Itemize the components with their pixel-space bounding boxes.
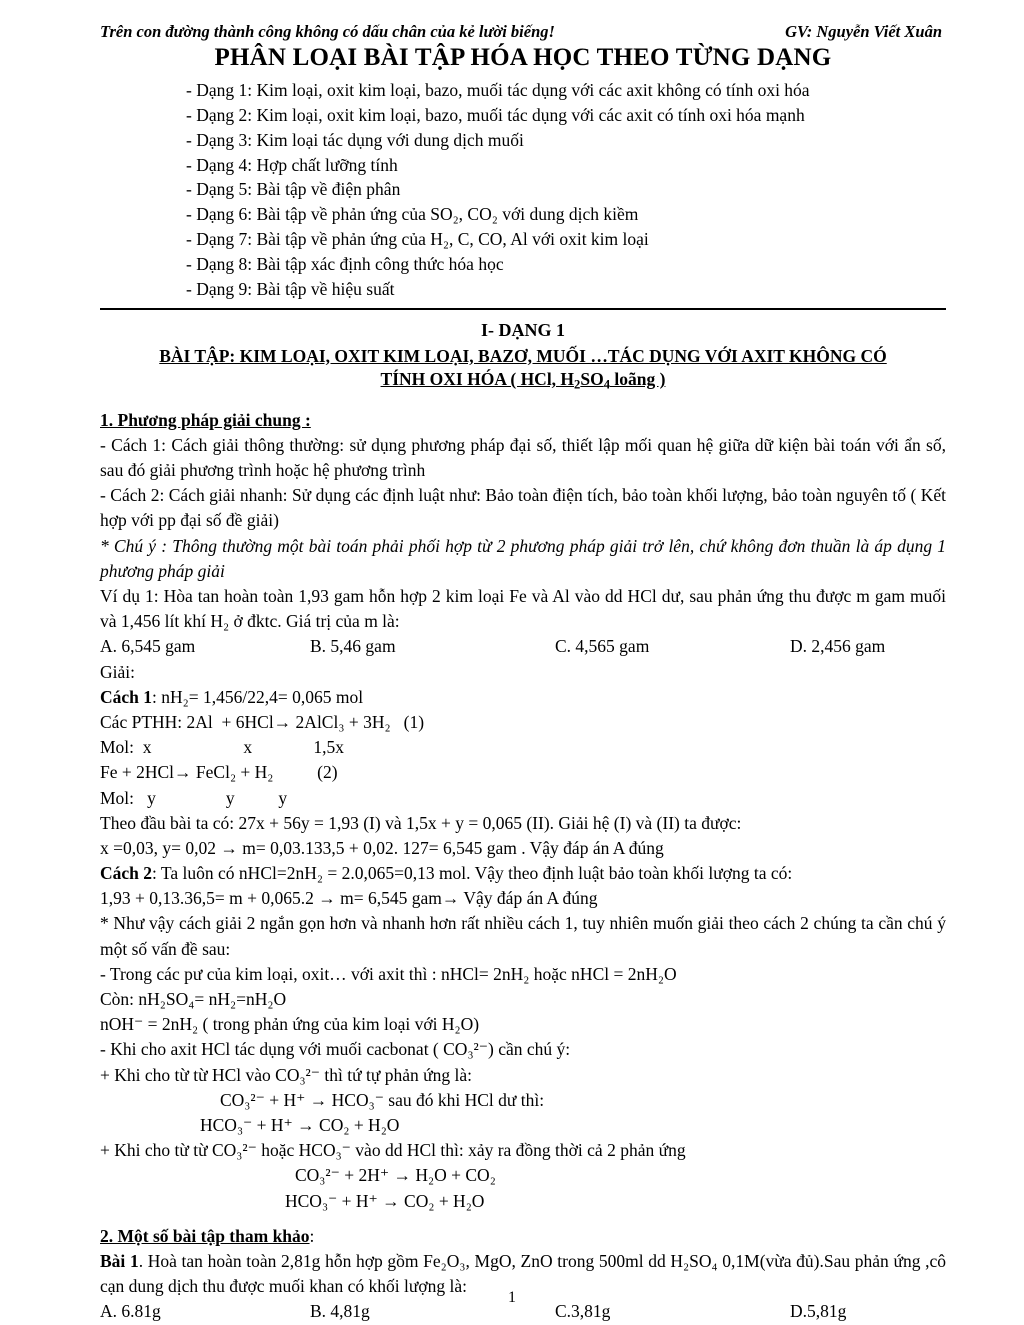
section-subheading-line1: BÀI TẬP: KIM LOẠI, OXIT KIM LOẠI, BAZƠ, MUỐI …TÁC DỤNG VỚI AXIT KHÔNG CÓ <box>159 345 887 366</box>
example-answers <box>100 634 946 659</box>
mol-row-1: Mol: x x 1,5x <box>100 737 345 758</box>
answer-option-c: C. 4,565 gam <box>555 636 650 657</box>
note-4: - Khi cho axit HCl tác dụng với muối cacbonat ( CO₃²⁻) cần chú ý: <box>100 1039 571 1060</box>
method-section <box>100 408 946 1214</box>
section-subheading-line2: TÍNH OXI HÓA ( HCl, $H_2SO_4$ loãng ) <box>380 369 666 392</box>
list-item: - Dạng 6: Bài tập về phản ứng của SO₂, CO₂ với dung dịch kiềm <box>186 204 639 225</box>
solution-cach2-label: Cách 2 <box>100 863 153 884</box>
method-cach2: - Cách 2: Cách giải nhanh: Sử dụng các định luật như: Bảo toàn điện tích, bảo toàn khối lượng, bảo toàn nguyên tố ( Kết hợp với pp đại số đề giải) <box>100 485 946 531</box>
answer-option-c: C.3,81g <box>555 1301 611 1322</box>
list-item: - Dạng 9: Bài tập về hiệu suất <box>186 278 395 299</box>
note-3: nOH⁻ = 2nH₂ ( trong phản ứng của kim loại với H₂O) <box>100 1014 480 1035</box>
exercises-heading <box>100 1224 946 1249</box>
exercises-section <box>100 1224 946 1325</box>
solution-cach1-label: Cách 1 <box>100 686 153 707</box>
header-teacher: GV: Nguyễn Viết Xuân <box>785 22 942 41</box>
answer-option-d: D.5,81g <box>790 1301 847 1322</box>
reaction-eq-1: CO₃²⁻ + H⁺ → HCO₃⁻ sau đó khi HCl dư thì: <box>220 1089 545 1110</box>
method-cach1: - Cách 1: Cách giải thông thường: sử dụng phương pháp đại số, thiết lập mối quan hệ giữa dữ kiện bài toán với ẩn số, sau đó giải phương trình hoặc hệ phương trình <box>100 434 946 481</box>
equation-1: Các PTHH: 2Al + 6HCl→ 2AlCl₃ + 3H₂ (1) <box>100 711 425 732</box>
answer-option-a: A. 6.81g <box>100 1301 161 1322</box>
reaction-eq-3: CO₃²⁻ + 2H⁺ → H₂O + CO₂ <box>295 1165 496 1186</box>
document-title: PHÂN LOẠI BÀI TẬP HÓA HỌC THEO TỪNG DẠNG <box>214 44 832 71</box>
comparison-note: * Như vậy cách giải 2 ngắn gọn hơn và nhanh hơn rất nhiều cách 1, tuy nhiên muốn giải theo cách 2 chúng ta cần chú ý một số vấn đề sau: <box>100 913 946 959</box>
dang-list <box>100 78 946 302</box>
method-note: * Chú ý : Thông thường một bài toán phải phối hợp từ 2 phương pháp giải trở lên, chứ không đơn thuần là áp dụng 1 phương pháp giải <box>100 535 946 581</box>
list-item: - Dạng 8: Bài tập xác định công thức hóa học <box>186 253 504 274</box>
solution-cach1-text: : nH₂= 1,456/22,4= 0,065 mol <box>152 686 364 707</box>
list-item: - Dạng 4: Hợp chất lưỡng tính <box>186 154 398 175</box>
answer-option-b: B. 4,81g <box>310 1301 370 1322</box>
page-number: 1 <box>508 1289 516 1306</box>
list-item: - Dạng 7: Bài tập về phản ứng của H₂, C, CO, Al với oxit kim loại <box>186 229 649 250</box>
example-statement: Ví dụ 1: Hòa tan hoàn toàn 1,93 gam hỗn hợp 2 kim loại Fe và Al vào dd HCl dư, sau phản ứng thu được m gam muối và 1,456 lít khí H₂ ở đktc. Giá trị của m là: <box>100 586 946 632</box>
note-5: + Khi cho từ từ HCl vào CO₃²⁻ thì tứ tự phản ứng là: <box>100 1064 472 1085</box>
section-heading: I- DẠNG 1 <box>481 319 565 340</box>
solution-result: x =0,03, y= 0,02 → m= 0,03.133,5 + 0,02. 127= 6,545 gam . Vậy đáp án A đúng <box>100 837 664 858</box>
reaction-eq-2: HCO₃⁻ + H⁺ → CO₂ + H₂O <box>200 1114 400 1135</box>
solution-label: Giải: <box>100 661 135 682</box>
list-item: - Dạng 5: Bài tập về điện phân <box>186 179 401 200</box>
divider <box>100 308 946 310</box>
solution-system: Theo đầu bài ta có: 27x + 56y = 1,93 (I) và 1,5x + y = 0,065 (II). Giải hệ (I) và (II) ta được: <box>100 812 742 833</box>
solution-cach2-line <box>100 861 946 886</box>
page-header <box>100 22 946 42</box>
list-item: - Dạng 1: Kim loại, oxit kim loại, bazo, muối tác dụng với các axit không có tính oxi hóa <box>186 80 810 100</box>
method-heading: 1. Phương pháp giải chung : <box>100 409 311 430</box>
solution-cach2-line2: 1,93 + 0,13.36,5= m + 0,065.2 → m= 6,545 gam→ Vậy đáp án A đúng <box>100 888 598 909</box>
exercises-heading-colon: : <box>309 1225 315 1246</box>
exercise-1-label: Bài 1 <box>100 1250 139 1271</box>
equation-2: Fe + 2HCl→ FeCl₂ + H₂ (2) <box>100 762 338 783</box>
list-item: - Dạng 3: Kim loại tác dụng với dung dịch muối <box>186 129 524 150</box>
solution-cach1-line <box>100 685 946 710</box>
answer-option-b: B. 5,46 gam <box>310 636 396 657</box>
answer-option-d: D. 2,456 gam <box>790 636 886 657</box>
list-item: - Dạng 2: Kim loại, oxit kim loại, bazo, muối tác dụng với các axit có tính oxi hóa mạnh <box>186 104 805 125</box>
note-2: Còn: nH₂SO₄= nH₂=nH₂O <box>100 989 287 1010</box>
note-1: - Trong các pư của kim loại, oxit… với axit thì : nHCl= 2nH₂ hoặc nHCl = 2nH₂O <box>100 963 677 984</box>
exercises-heading-text: 2. Một số bài tập tham khảo <box>100 1225 310 1246</box>
exercise-1-text: . Hoà tan hoàn toàn 2,81g hỗn hợp gồm Fe₂O₃, MgO, ZnO trong 500ml dd H₂SO₄ 0,1M(vừa đủ).Sau phản ứng ,cô cạn dung dịch thu được muối khan có khối lượng là: <box>100 1250 946 1297</box>
header-motto: Trên con đường thành công không có dấu chân của kẻ lười biếng! <box>100 22 555 41</box>
mol-row-2: Mol: y y y <box>100 787 288 808</box>
solution-cach2-text: : Ta luôn có nHCl=2nH₂ = 2.0,065=0,13 mol. Vậy theo định luật bảo toàn khối lượng ta có: <box>152 863 793 884</box>
reaction-eq-4: HCO₃⁻ + H⁺ → CO₂ + H₂O <box>285 1190 485 1211</box>
note-6: + Khi cho từ từ CO₃²⁻ hoặc HCO₃⁻ vào dd HCl thì: xảy ra đồng thời cả 2 phản ứng <box>100 1140 686 1161</box>
section-subheading <box>100 345 946 394</box>
answer-option-a: A. 6,545 gam <box>100 636 196 657</box>
